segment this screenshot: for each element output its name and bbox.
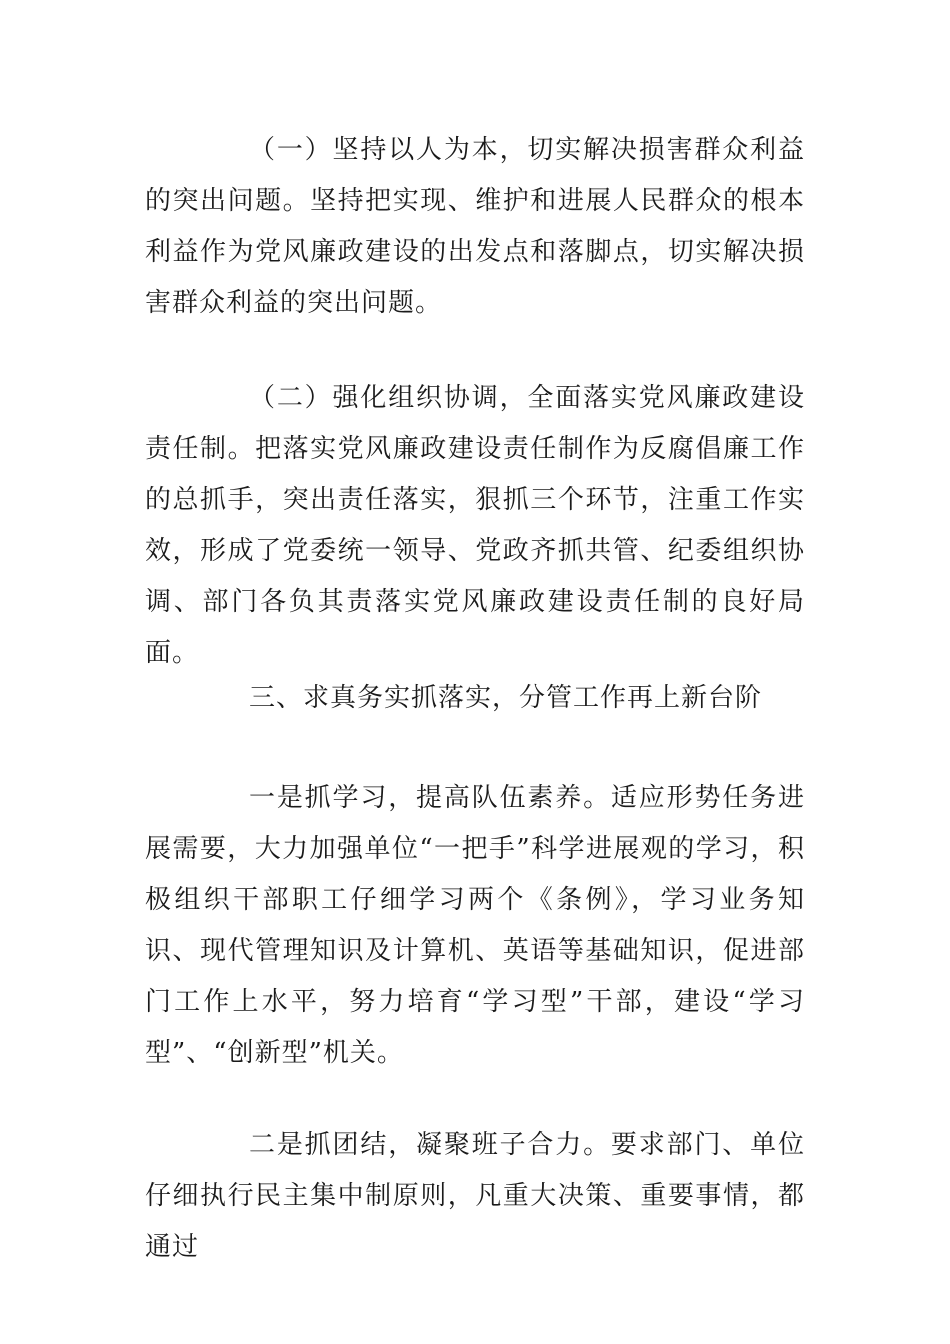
paragraph-text: （二）强化组织协调，全面落实党风廉政建设责任制。把落实党风廉政建设责任制作为反腐倡廉工作的总抓手，突出责任落实，狠抓三个环节，注重工作实效，形成了党委统一领导、党政齐抓共管、纪委组织协调、部门各负其责落实党风廉政建设责任制的良好局面。 (145, 383, 805, 668)
paragraph-text: 一是抓学习，提高队伍素养。适应形势任务进展需要，大力加强单位“一把手”科学进展观的学习，积极组织干部职工仔细学习两个《条例》，学习业务知识、现代管理知识及计算机、英语等基础知识，促进部门工作上水平，努力培育“学习型”干部，建设“学习型”、“创新型”机关。 (145, 783, 805, 1068)
section-heading: 三、求真务实抓落实，分管工作再上新台阶 (249, 683, 763, 713)
paragraph-four (145, 1120, 805, 1273)
paragraph-two (145, 373, 805, 679)
paragraph-three (145, 773, 805, 1079)
paragraph-text: （一）坚持以人为本，切实解决损害群众利益的突出问题。坚持把实现、维护和进展人民群众的根本利益作为党风廉政建设的出发点和落脚点，切实解决损害群众利益的突出问题。 (145, 135, 805, 318)
paragraph-text: 二是抓团结，凝聚班子合力。要求部门、单位仔细执行民主集中制原则，凡重大决策、重要事情，都通过 (145, 1130, 805, 1262)
paragraph-one (145, 125, 805, 329)
